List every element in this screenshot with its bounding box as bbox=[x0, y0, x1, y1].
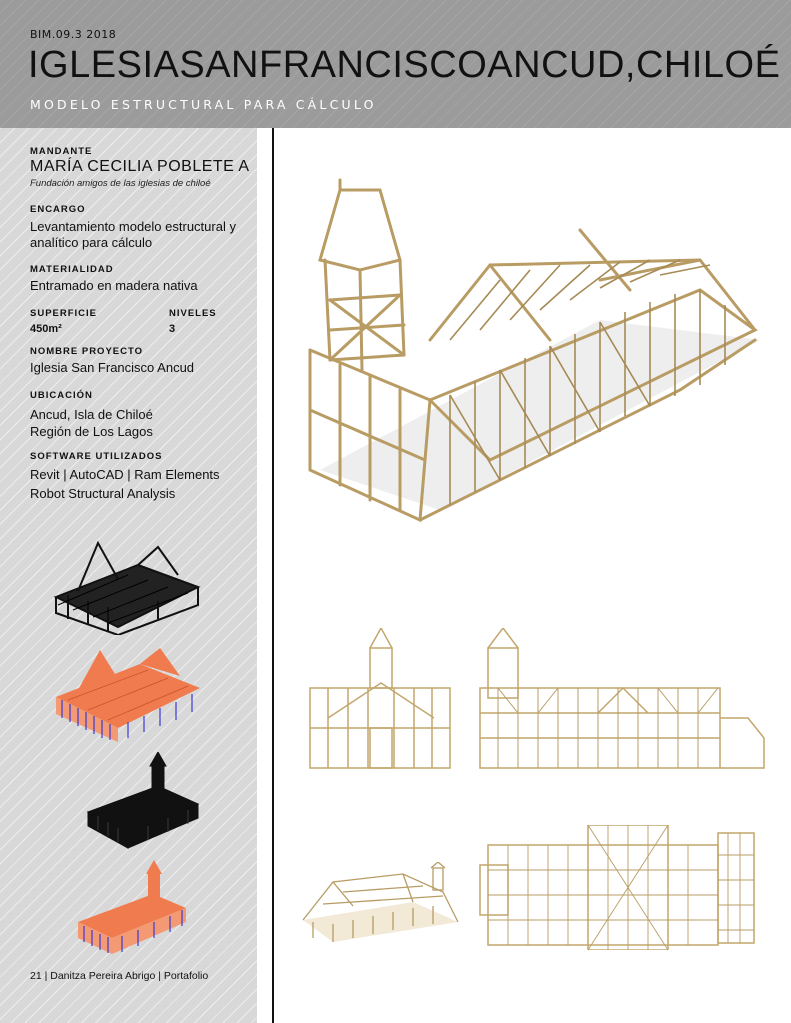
analytic-model-long-thumbnail bbox=[48, 642, 208, 742]
niveles-value: 3 bbox=[169, 323, 176, 335]
proyecto-label: NOMBRE PROYECTO bbox=[30, 346, 144, 357]
superficie-label: SUPERFICIE bbox=[30, 308, 98, 319]
analytic-model-side-thumbnail bbox=[48, 860, 208, 960]
software-label: SOFTWARE UTILIZADOS bbox=[30, 451, 163, 462]
ubicacion-line-2: Región de Los Lagos bbox=[30, 424, 153, 439]
project-code: BIM.09.3 2018 bbox=[30, 28, 117, 41]
title-word: CHILOÉ bbox=[635, 44, 781, 86]
materialidad-label: MATERIALIDAD bbox=[30, 264, 114, 275]
mandante-note: Fundación amigos de las iglesias de chiloé bbox=[30, 178, 211, 189]
proyecto-value: Iglesia San Francisco Ancud bbox=[30, 360, 195, 375]
superficie-value: 450m² bbox=[30, 323, 62, 335]
title-word: FRANCISCO bbox=[258, 44, 488, 86]
software-line-1: Revit | AutoCAD | Ram Elements bbox=[30, 467, 220, 482]
materialidad-value: Entramado en madera nativa bbox=[30, 278, 198, 293]
ubicacion-label: UBICACIÓN bbox=[30, 390, 93, 401]
ubicacion-line-1: Ancud, Isla de Chiloé bbox=[30, 407, 153, 422]
wireframe-black-long-thumbnail bbox=[48, 535, 208, 635]
niveles-label: NIVELES bbox=[169, 308, 217, 319]
side-elevation-drawing bbox=[478, 628, 766, 773]
vertical-divider bbox=[272, 128, 274, 1023]
page-title bbox=[28, 44, 781, 87]
header-band bbox=[0, 0, 791, 128]
encargo-label: ENCARGO bbox=[30, 204, 86, 215]
title-word: ANCUD, bbox=[487, 44, 636, 86]
front-elevation-drawing bbox=[308, 628, 453, 773]
page-footer: 21 | Danitza Pereira Abrigo | Portafolio bbox=[30, 970, 209, 982]
page-subtitle: MODELO ESTRUCTURAL PARA CÁLCULO bbox=[30, 97, 377, 112]
perspective-small-render bbox=[293, 862, 463, 946]
timber-structure-isometric-render bbox=[300, 170, 765, 540]
software-line-2: Robot Structural Analysis bbox=[30, 486, 176, 501]
encargo-line-2: analítico para cálculo bbox=[30, 235, 153, 250]
title-word: IGLESIA bbox=[28, 44, 180, 86]
title-word: SAN bbox=[179, 44, 259, 86]
wireframe-black-side-thumbnail bbox=[48, 752, 208, 852]
mandante-label: MANDANTE bbox=[30, 146, 93, 157]
plan-view-drawing bbox=[478, 825, 768, 950]
mandante-value: MARÍA CECILIA POBLETE A bbox=[30, 158, 250, 175]
encargo-line-1: Levantamiento modelo estructural y bbox=[30, 219, 236, 234]
